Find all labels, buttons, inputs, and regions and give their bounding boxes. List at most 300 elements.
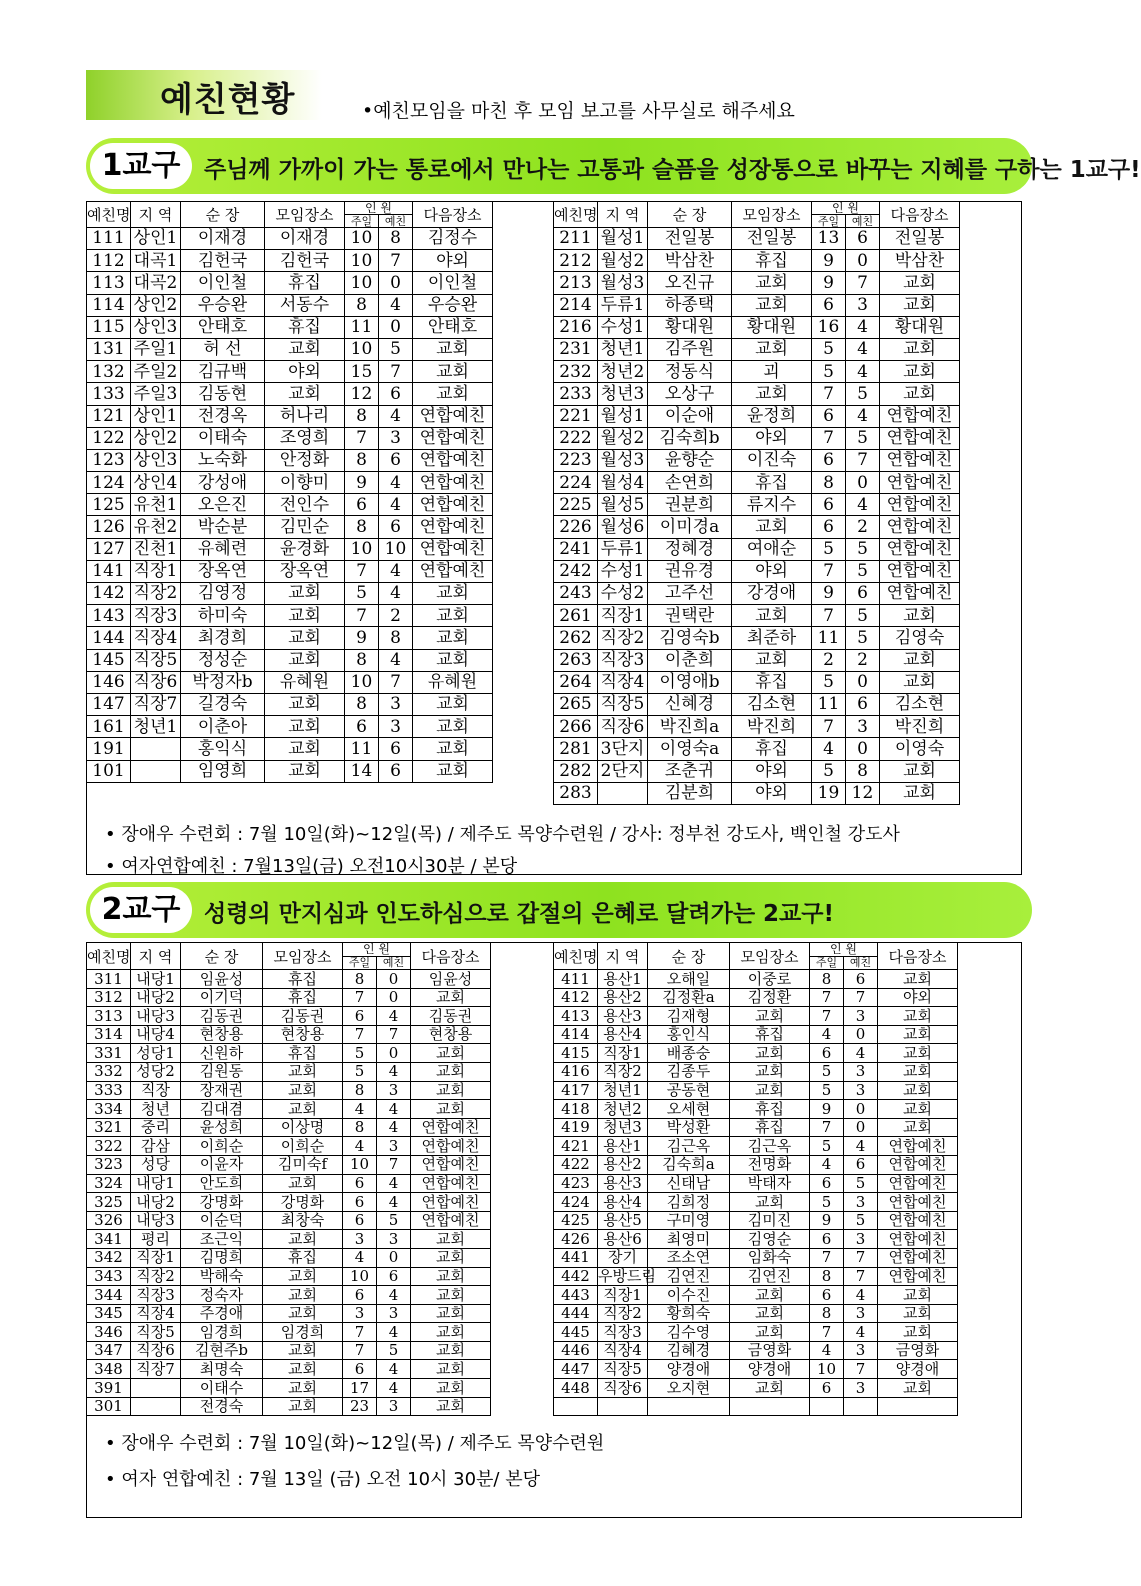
cell-meeting-place: 야외 [732, 782, 812, 804]
cell-leader: 김주원 [648, 338, 732, 360]
cell-region: 수성2 [598, 583, 648, 605]
cell-leader: 신원하 [181, 1044, 263, 1063]
cell-meeting-place: 휴집 [263, 970, 343, 989]
cell-region: 용산4 [598, 1025, 648, 1044]
cell-leader: 김대겸 [181, 1100, 263, 1119]
cell-sunday-count: 7 [343, 1341, 377, 1360]
district2-right-table [553, 942, 958, 1416]
cell-group-id: 131 [87, 338, 131, 360]
table-row [87, 361, 493, 383]
cell-region: 성당 [131, 1155, 181, 1174]
table-row [554, 316, 960, 338]
cell-group-id: 115 [87, 316, 131, 338]
cell-sunday-count: 4 [810, 1155, 844, 1174]
cell-group-id: 191 [87, 738, 131, 760]
cell-yechin-count: 5 [846, 605, 880, 627]
cell-meeting-place: 휴집 [265, 316, 345, 338]
cell-group-id: 132 [87, 361, 131, 383]
cell-leader: 윤향순 [648, 449, 732, 471]
cell-group-id: 283 [554, 782, 598, 804]
cell-leader: 오진규 [648, 272, 732, 294]
cell-group-id: 124 [87, 472, 131, 494]
col-header-people: 인 원 [343, 943, 411, 957]
table-row [87, 560, 493, 582]
district1-badge: 1교구 [90, 143, 192, 189]
cell-next-place: 연합예친 [880, 538, 960, 560]
cell-yechin-count: 3 [377, 1137, 411, 1156]
cell-leader: 오은진 [181, 494, 265, 516]
cell-sunday-count: 5 [812, 338, 846, 360]
cell-sunday-count: 5 [343, 1044, 377, 1063]
cell-yechin-count: 3 [844, 1007, 878, 1026]
cell-region: 용산4 [598, 1193, 648, 1212]
cell-region: 직장2 [598, 627, 648, 649]
cell-group-id: 416 [554, 1062, 598, 1081]
cell-sunday-count: 6 [812, 494, 846, 516]
cell-group-id: 233 [554, 383, 598, 405]
cell-sunday-count: 5 [810, 1137, 844, 1156]
cell-next-place: 교회 [411, 1341, 491, 1360]
table-row [87, 250, 493, 272]
cell-leader: 이순덕 [181, 1211, 263, 1230]
cell-next-place: 교회 [878, 970, 958, 989]
cell-yechin-count: 6 [846, 228, 880, 250]
cell-next-place: 교회 [880, 782, 960, 804]
cell-meeting-place: 이희순 [263, 1137, 343, 1156]
cell-sunday-count: 7 [345, 560, 379, 582]
cell-region: 용산1 [598, 970, 648, 989]
cell-group-id: 147 [87, 693, 131, 715]
cell-yechin-count: 3 [846, 294, 880, 316]
cell-yechin-count: 3 [379, 427, 413, 449]
cell-sunday-count: 7 [812, 427, 846, 449]
cell-next-place: 임윤성 [411, 970, 491, 989]
table-row [554, 1155, 958, 1174]
cell-region: 용산2 [598, 1155, 648, 1174]
cell-sunday-count: 3 [343, 1304, 377, 1323]
cell-sunday-count: 6 [812, 294, 846, 316]
cell-region: 직장1 [131, 560, 181, 582]
cell-yechin-count: 4 [379, 472, 413, 494]
cell-yechin-count: 4 [844, 1286, 878, 1305]
cell-meeting-place: 김소현 [732, 693, 812, 715]
table-row [554, 988, 958, 1007]
cell-next-place: 연합예친 [880, 427, 960, 449]
cell-next-place: 교회 [880, 383, 960, 405]
cell-sunday-count: 8 [345, 693, 379, 715]
cell-next-place: 교회 [411, 1397, 491, 1416]
cell-leader: 강명화 [181, 1193, 263, 1212]
cell-sunday-count: 16 [812, 316, 846, 338]
cell-leader: 김헌국 [181, 250, 265, 272]
cell-group-id: 445 [554, 1323, 598, 1342]
cell-region: 직장4 [598, 1341, 648, 1360]
table-row [554, 405, 960, 427]
cell-region: 청년 [131, 1100, 181, 1119]
table-row [554, 1360, 958, 1379]
cell-next-place: 전일봉 [880, 228, 960, 250]
table-row [554, 627, 960, 649]
cell-sunday-count: 14 [345, 760, 379, 782]
cell-leader: 박성환 [648, 1118, 730, 1137]
cell-region: 상인2 [131, 294, 181, 316]
cell-sunday-count: 11 [812, 627, 846, 649]
cell-yechin-count: 4 [377, 1007, 411, 1026]
cell-region: 성당1 [131, 1044, 181, 1063]
cell-next-place: 연합예친 [413, 472, 493, 494]
cell-leader: 전일봉 [648, 228, 732, 250]
cell-group-id: 111 [87, 228, 131, 250]
cell-yechin-count: 7 [377, 1025, 411, 1044]
cell-sunday-count: 8 [810, 1267, 844, 1286]
cell-meeting-place: 휴집 [732, 472, 812, 494]
cell-yechin-count: 3 [377, 1081, 411, 1100]
district1-notes [87, 812, 1021, 878]
cell-region: 상인3 [131, 449, 181, 471]
cell-yechin-count: 7 [846, 272, 880, 294]
cell-next-place: 황대원 [880, 316, 960, 338]
cell-leader: 김근옥 [648, 1137, 730, 1156]
cell-next-place: 교회 [878, 1304, 958, 1323]
cell-meeting-place: 교회 [265, 627, 345, 649]
cell-meeting-place: 교회 [263, 1304, 343, 1323]
cell-next-place: 연합예친 [880, 583, 960, 605]
cell-meeting-place: 전명화 [730, 1155, 810, 1174]
cell-meeting-place: 이상명 [263, 1118, 343, 1137]
cell-leader: 황대원 [648, 316, 732, 338]
cell-next-place: 교회 [413, 693, 493, 715]
col-header-people: 인 원 [345, 202, 413, 215]
cell-meeting-place: 유혜원 [265, 671, 345, 693]
cell-leader: 최영미 [648, 1230, 730, 1249]
table-row [554, 1211, 958, 1230]
cell-group-id: 241 [554, 538, 598, 560]
cell-sunday-count: 7 [812, 560, 846, 582]
cell-leader: 박해숙 [181, 1267, 263, 1286]
cell-region: 내당2 [131, 988, 181, 1007]
cell-sunday-count: 8 [345, 649, 379, 671]
table-row [87, 627, 493, 649]
cell-sunday-count: 8 [345, 294, 379, 316]
table-row [554, 782, 960, 804]
cell-next-place: 김영숙 [880, 627, 960, 649]
cell-leader: 권택란 [648, 605, 732, 627]
table-row [87, 1118, 491, 1137]
cell-yechin-count: 5 [377, 1341, 411, 1360]
cell-yechin-count: 4 [377, 1062, 411, 1081]
cell-yechin-count: 4 [379, 405, 413, 427]
cell-leader: 장재권 [181, 1081, 263, 1100]
table-row [554, 583, 960, 605]
district2-badge: 2교구 [90, 887, 192, 933]
col-header-place: 모임장소 [732, 202, 812, 228]
cell-leader: 오상구 [648, 383, 732, 405]
cell-yechin-count: 4 [377, 1118, 411, 1137]
cell-sunday-count: 7 [812, 716, 846, 738]
cell-group-id: 301 [87, 1397, 131, 1416]
cell-leader: 김원동 [181, 1062, 263, 1081]
cell-next-place: 우승완 [413, 294, 493, 316]
table-row [87, 1304, 491, 1323]
cell-meeting-place: 교회 [265, 738, 345, 760]
cell-group-id: 423 [554, 1174, 598, 1193]
cell-group-id: 125 [87, 494, 131, 516]
cell-group-id: 418 [554, 1100, 598, 1119]
cell-meeting-place: 이중로 [730, 970, 810, 989]
cell-region: 월성6 [598, 516, 648, 538]
cell-region: 청년1 [131, 716, 181, 738]
cell-yechin-count: 7 [379, 361, 413, 383]
table-row [554, 1230, 958, 1249]
cell-region: 직장7 [131, 693, 181, 715]
table-row [87, 716, 493, 738]
cell-leader: 조근익 [181, 1230, 263, 1249]
cell-yechin-count: 3 [846, 716, 880, 738]
cell-group-id: 343 [87, 1267, 131, 1286]
cell-group-id: 232 [554, 361, 598, 383]
cell-group-id: 448 [554, 1379, 598, 1398]
cell-leader: 현창용 [181, 1025, 263, 1044]
cell-leader: 오해일 [648, 970, 730, 989]
cell-yechin-count: 6 [379, 449, 413, 471]
cell-next-place: 교회 [880, 294, 960, 316]
cell-group-id: 444 [554, 1304, 598, 1323]
cell-group-id: 282 [554, 760, 598, 782]
cell-sunday-count: 7 [810, 1323, 844, 1342]
cell-yechin-count: 4 [379, 649, 413, 671]
cell-leader: 유혜련 [181, 538, 265, 560]
cell-leader: 이재경 [181, 228, 265, 250]
cell-meeting-place: 교회 [732, 294, 812, 316]
cell-next-place: 연합예친 [411, 1211, 491, 1230]
cell-sunday-count: 7 [343, 988, 377, 1007]
cell-region: 직장1 [598, 605, 648, 627]
cell-sunday-count: 5 [810, 1062, 844, 1081]
district2-panel [86, 942, 1022, 1518]
cell-yechin-count: 3 [844, 1304, 878, 1323]
table-row [87, 1267, 491, 1286]
table-row [554, 272, 960, 294]
cell-next-place: 연합예친 [880, 494, 960, 516]
cell-leader: 김혜경 [648, 1341, 730, 1360]
cell-next-place: 교회 [411, 1230, 491, 1249]
table-row [87, 538, 493, 560]
cell-leader: 배종숭 [648, 1044, 730, 1063]
cell-group-id: 122 [87, 427, 131, 449]
cell-sunday-count: 3 [343, 1230, 377, 1249]
cell-group-id: 414 [554, 1025, 598, 1044]
table-row [554, 649, 960, 671]
cell-sunday-count: 7 [810, 1118, 844, 1137]
cell-yechin-count: 7 [379, 671, 413, 693]
cell-yechin-count: 4 [379, 560, 413, 582]
table-row [87, 1062, 491, 1081]
district2-banner [86, 882, 1032, 938]
col-header-next-place: 다음장소 [880, 202, 960, 228]
cell-next-place: 연합예친 [413, 560, 493, 582]
cell-sunday-count: 11 [345, 738, 379, 760]
cell-sunday-count: 5 [343, 1062, 377, 1081]
cell-meeting-place: 휴집 [730, 1118, 810, 1137]
cell-next-place: 김동권 [411, 1007, 491, 1026]
district2-slogan: 성령의 만지심과 인도하심으로 갑절의 은혜로 달려가는 2교구! [204, 901, 834, 927]
cell-meeting-place: 교회 [265, 338, 345, 360]
cell-sunday-count: 7 [810, 1248, 844, 1267]
cell-region: 용산6 [598, 1230, 648, 1249]
cell-sunday-count: 10 [343, 1267, 377, 1286]
table-row [554, 472, 960, 494]
cell-meeting-place: 교회 [730, 1044, 810, 1063]
cell-next-place: 김정수 [413, 228, 493, 250]
cell-region [598, 782, 648, 804]
cell-leader: 하종택 [648, 294, 732, 316]
cell-leader: 안태호 [181, 316, 265, 338]
table-row [87, 1137, 491, 1156]
cell-group-id: 225 [554, 494, 598, 516]
cell-meeting-place: 교회 [732, 338, 812, 360]
cell-meeting-place: 임화숙 [730, 1248, 810, 1267]
cell-meeting-place: 교회 [263, 1174, 343, 1193]
cell-leader: 공동현 [648, 1081, 730, 1100]
cell-region: 주일3 [131, 383, 181, 405]
cell-sunday-count: 10 [345, 272, 379, 294]
cell-meeting-place: 교회 [265, 716, 345, 738]
cell-yechin-count: 0 [846, 472, 880, 494]
cell-meeting-place: 황대원 [732, 316, 812, 338]
district1-note-2: • 여자연합예친 : 7월13일(금) 오전10시30분 / 본당 [105, 856, 518, 877]
cell-region: 대곡1 [131, 250, 181, 272]
cell-next-place: 연합예친 [880, 516, 960, 538]
cell-yechin-count: 6 [846, 693, 880, 715]
cell-next-place: 금영화 [878, 1341, 958, 1360]
table-row [87, 1044, 491, 1063]
col-header-leader: 순 장 [181, 202, 265, 228]
cell-next-place: 교회 [411, 1248, 491, 1267]
col-header-region: 지 역 [598, 202, 648, 228]
cell-meeting-place: 교회 [265, 605, 345, 627]
cell-sunday-count: 6 [345, 494, 379, 516]
cell-group-id: 325 [87, 1193, 131, 1212]
col-header-leader: 순 장 [648, 943, 730, 970]
cell-region: 월성1 [598, 228, 648, 250]
cell-next-place: 교회 [413, 361, 493, 383]
cell-yechin-count: 4 [379, 494, 413, 516]
cell-meeting-place: 교회 [732, 272, 812, 294]
cell-next-place: 연합예친 [878, 1155, 958, 1174]
district1-banner [86, 138, 1141, 194]
table-row [554, 1174, 958, 1193]
cell-meeting-place: 휴집 [730, 1025, 810, 1044]
cell-meeting-place: 교회 [263, 1286, 343, 1305]
cell-yechin-count: 6 [846, 583, 880, 605]
cell-yechin-count: 6 [379, 383, 413, 405]
cell-yechin-count: 4 [379, 294, 413, 316]
cell-meeting-place: 김헌국 [265, 250, 345, 272]
cell-sunday-count: 4 [343, 1248, 377, 1267]
cell-sunday-count: 13 [812, 228, 846, 250]
cell-region: 직장3 [131, 1286, 181, 1305]
cell-yechin-count: 6 [377, 1267, 411, 1286]
cell-leader: 최명숙 [181, 1360, 263, 1379]
table-row [87, 988, 491, 1007]
cell-next-place: 연합예친 [413, 449, 493, 471]
cell-group-id: 447 [554, 1360, 598, 1379]
cell-leader: 이태숙 [181, 427, 265, 449]
col-header-sunday: 주일 [345, 215, 379, 228]
cell-region: 월성4 [598, 472, 648, 494]
cell-group-id: 262 [554, 627, 598, 649]
cell-leader: 김동권 [181, 1007, 263, 1026]
cell-group-id: 144 [87, 627, 131, 649]
cell-meeting-place: 교회 [732, 605, 812, 627]
cell-meeting-place: 강경애 [732, 583, 812, 605]
cell-group-id: 242 [554, 560, 598, 582]
table-row [554, 361, 960, 383]
cell-region: 직장6 [131, 671, 181, 693]
cell-next-place: 연합예친 [411, 1137, 491, 1156]
cell-sunday-count: 9 [345, 627, 379, 649]
cell-group-id: 222 [554, 427, 598, 449]
cell-sunday-count: 7 [812, 383, 846, 405]
cell-sunday-count: 17 [343, 1379, 377, 1398]
table-row [554, 1193, 958, 1212]
cell-meeting-place: 교회 [263, 1230, 343, 1249]
cell-group-id: 133 [87, 383, 131, 405]
cell-sunday-count: 4 [810, 1025, 844, 1044]
cell-next-place: 연합예친 [878, 1174, 958, 1193]
cell-leader: 안도희 [181, 1174, 263, 1193]
cell-region: 내당1 [131, 1174, 181, 1193]
cell-leader: 이인철 [181, 272, 265, 294]
cell-yechin-count: 4 [844, 1137, 878, 1156]
cell-meeting-place: 교회 [730, 1304, 810, 1323]
table-row [554, 1007, 958, 1026]
cell-next-place: 교회 [413, 605, 493, 627]
cell-meeting-place: 교회 [263, 1379, 343, 1398]
cell-next-place: 이영숙 [880, 738, 960, 760]
cell-group-id: 413 [554, 1007, 598, 1026]
cell-next-place: 교회 [413, 627, 493, 649]
cell-yechin-count: 4 [377, 1379, 411, 1398]
table-row [554, 1379, 958, 1398]
cell-meeting-place: 김민순 [265, 516, 345, 538]
table-row [87, 1341, 491, 1360]
cell-meeting-place: 교회 [732, 516, 812, 538]
cell-group-id: 333 [87, 1081, 131, 1100]
cell-leader: 이영숙a [648, 738, 732, 760]
cell-region: 우방드림 [598, 1267, 656, 1285]
table-row [87, 405, 493, 427]
cell-sunday-count: 7 [810, 1007, 844, 1026]
table-row [87, 1174, 491, 1193]
cell-meeting-place: 김연진 [730, 1267, 810, 1286]
cell-sunday-count: 4 [810, 1341, 844, 1360]
cell-next-place: 교회 [411, 988, 491, 1007]
cell-leader: 이태수 [181, 1379, 263, 1398]
cell-region: 청년3 [598, 1118, 648, 1137]
cell-sunday-count: 5 [812, 361, 846, 383]
district1-right-table [553, 201, 960, 805]
cell-yechin-count: 4 [377, 1360, 411, 1379]
cell-next-place: 교회 [878, 1007, 958, 1026]
cell-region: 직장 [131, 1081, 181, 1100]
cell-meeting-place: 김정환 [730, 988, 810, 1007]
cell-yechin-count: 6 [844, 970, 878, 989]
cell-sunday-count: 7 [810, 988, 844, 1007]
cell-leader: 이희순 [181, 1137, 263, 1156]
cell-meeting-place: 임경희 [263, 1323, 343, 1342]
cell-group-id: 422 [554, 1155, 598, 1174]
